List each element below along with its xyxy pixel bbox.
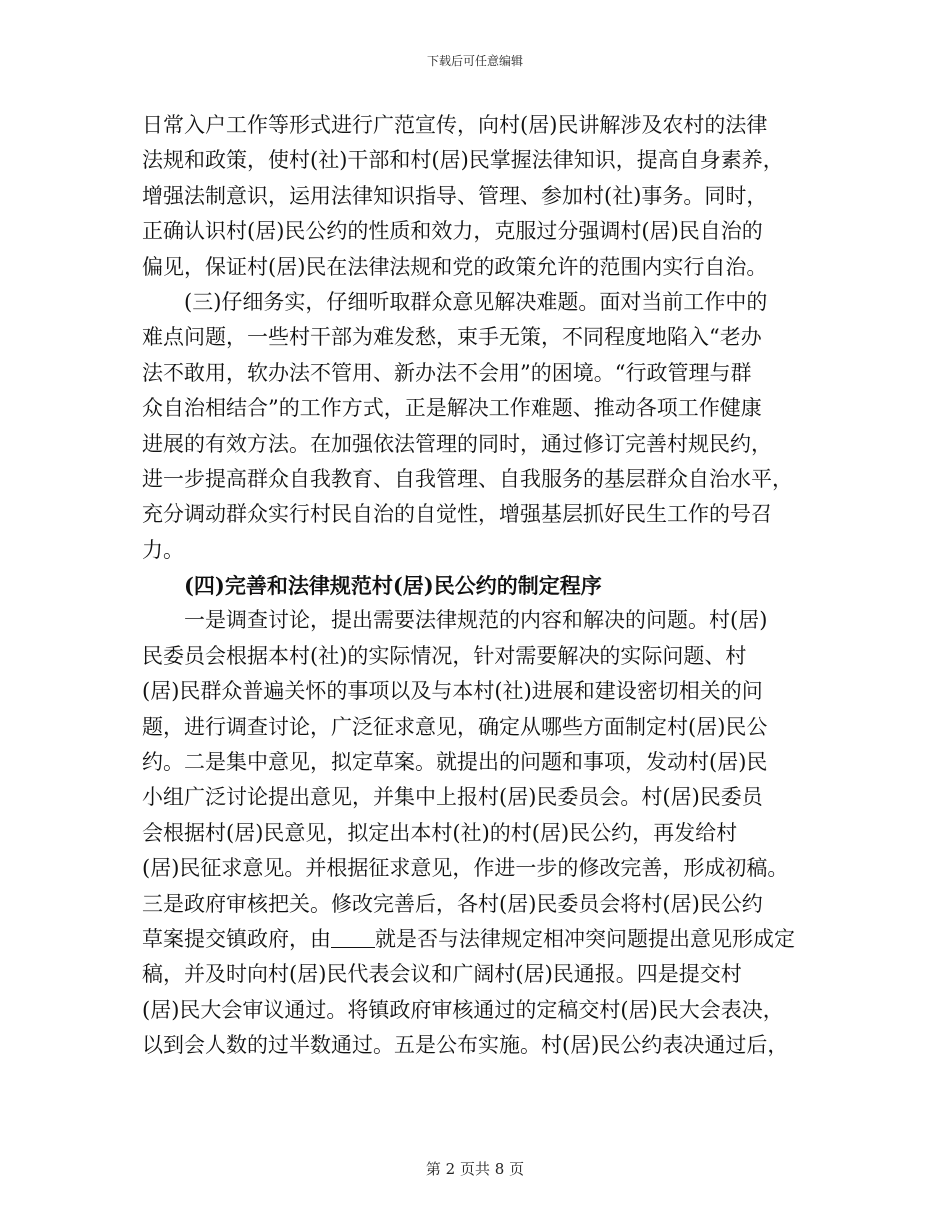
body-line: (居)民群众普遍关怀的事项以及与本村(社)进展和建设密切相关的问: [142, 679, 763, 704]
paragraph-start-line: 一是调查讨论，提出需要法律规范的内容和解决的问题。村(居): [184, 608, 768, 633]
body-line: 充分调动群众实行村民自治的自觉性，增强基层抓好民生工作的号召: [142, 502, 772, 527]
body-line: 增强法制意识，运用法律知识指导、管理、参加村(社)事务。同时，: [142, 183, 768, 208]
body-line: 法不敢用，软办法不管用、新办法不会用”的困境。“行政管理与群: [142, 360, 752, 385]
page-header: 下载后可任意编辑: [426, 54, 523, 68]
body-line: 法规和政策，使村(社)干部和村(居)民掌握法律知识，提高自身素养，: [142, 148, 784, 173]
body-line: 民委员会根据本村(社)的实际情况，针对需要解决的实际问题、村: [142, 643, 747, 668]
body-line: 难点问题，一些村干部为难发愁，束手无策，不同程度地陷入“老办: [142, 325, 762, 350]
paragraph-start-line: (三)仔细务实，仔细听取群众意见解决难题。面对当前工作中的: [184, 289, 768, 314]
body-line: (居)民征求意见。并根据征求意见，作进一步的修改完善，形成初稿。: [142, 856, 789, 881]
document-body: [142, 108, 802, 1064]
body-line: 进一步提高群众自我教育、自我管理、自我服务的基层群众自治水平，: [142, 466, 793, 491]
body-line: 日常入户工作等形式进行广范宣传，向村(居)民讲解涉及农村的法律: [142, 113, 768, 137]
body-line: 会根据村(居)民意见，拟定出本村(社)的村(居)民公约，再发给村: [142, 820, 738, 845]
body-line: 约。二是集中意见，拟定草案。就提出的问题和事项，发动村(居)民: [142, 750, 768, 775]
body-line: 力。: [142, 537, 184, 562]
body-line: 小组广泛讨论提出意见，并集中上报村(居)民委员会。村(居)民委员: [142, 785, 763, 810]
body-line: 稿，并及时向村(居)民代表会议和广阔村(居)民通报。四是提交村: [142, 962, 742, 987]
body-line: 偏见，保证村(居)民在法律法规和党的政策允许的范围内实行自治。: [142, 254, 768, 279]
fill-in-blank: [331, 927, 375, 948]
body-line: 三是政府审核把关。修改完善后，各村(居)民委员会将村(居)民公约: [142, 891, 763, 916]
text-before-blank: 草案提交镇政府，由: [142, 926, 331, 951]
body-line: 以到会人数的过半数通过。五是公布实施。村(居)民公约表决通过后，: [142, 1033, 789, 1058]
body-line: 题，进行调查讨论，广泛征求意见，确定从哪些方面制定村(居)民公: [142, 714, 768, 739]
body-line-with-blank: [142, 922, 802, 957]
body-line: 进展的有效方法。在加强依法管理的同时，通过修订完善村规民约，: [142, 431, 772, 456]
body-line: 正确认识村(居)民公约的性质和效力，克服过分强调村(居)民自治的: [142, 219, 763, 244]
section-heading: (四)完善和法律规范村(居)民公约的制定程序: [184, 573, 602, 599]
text-after-blank: 就是否与法律规定相冲突问题提出意见形成定: [375, 926, 795, 951]
page-footer: 第 2 页共 8 页: [425, 1160, 525, 1178]
body-line: (居)民大会审议通过。将镇政府审核通过的定稿交村(居)民大会表决，: [142, 997, 784, 1022]
body-line: 众自治相结合”的工作方式，正是解决工作难题、推动各项工作健康: [142, 396, 762, 421]
